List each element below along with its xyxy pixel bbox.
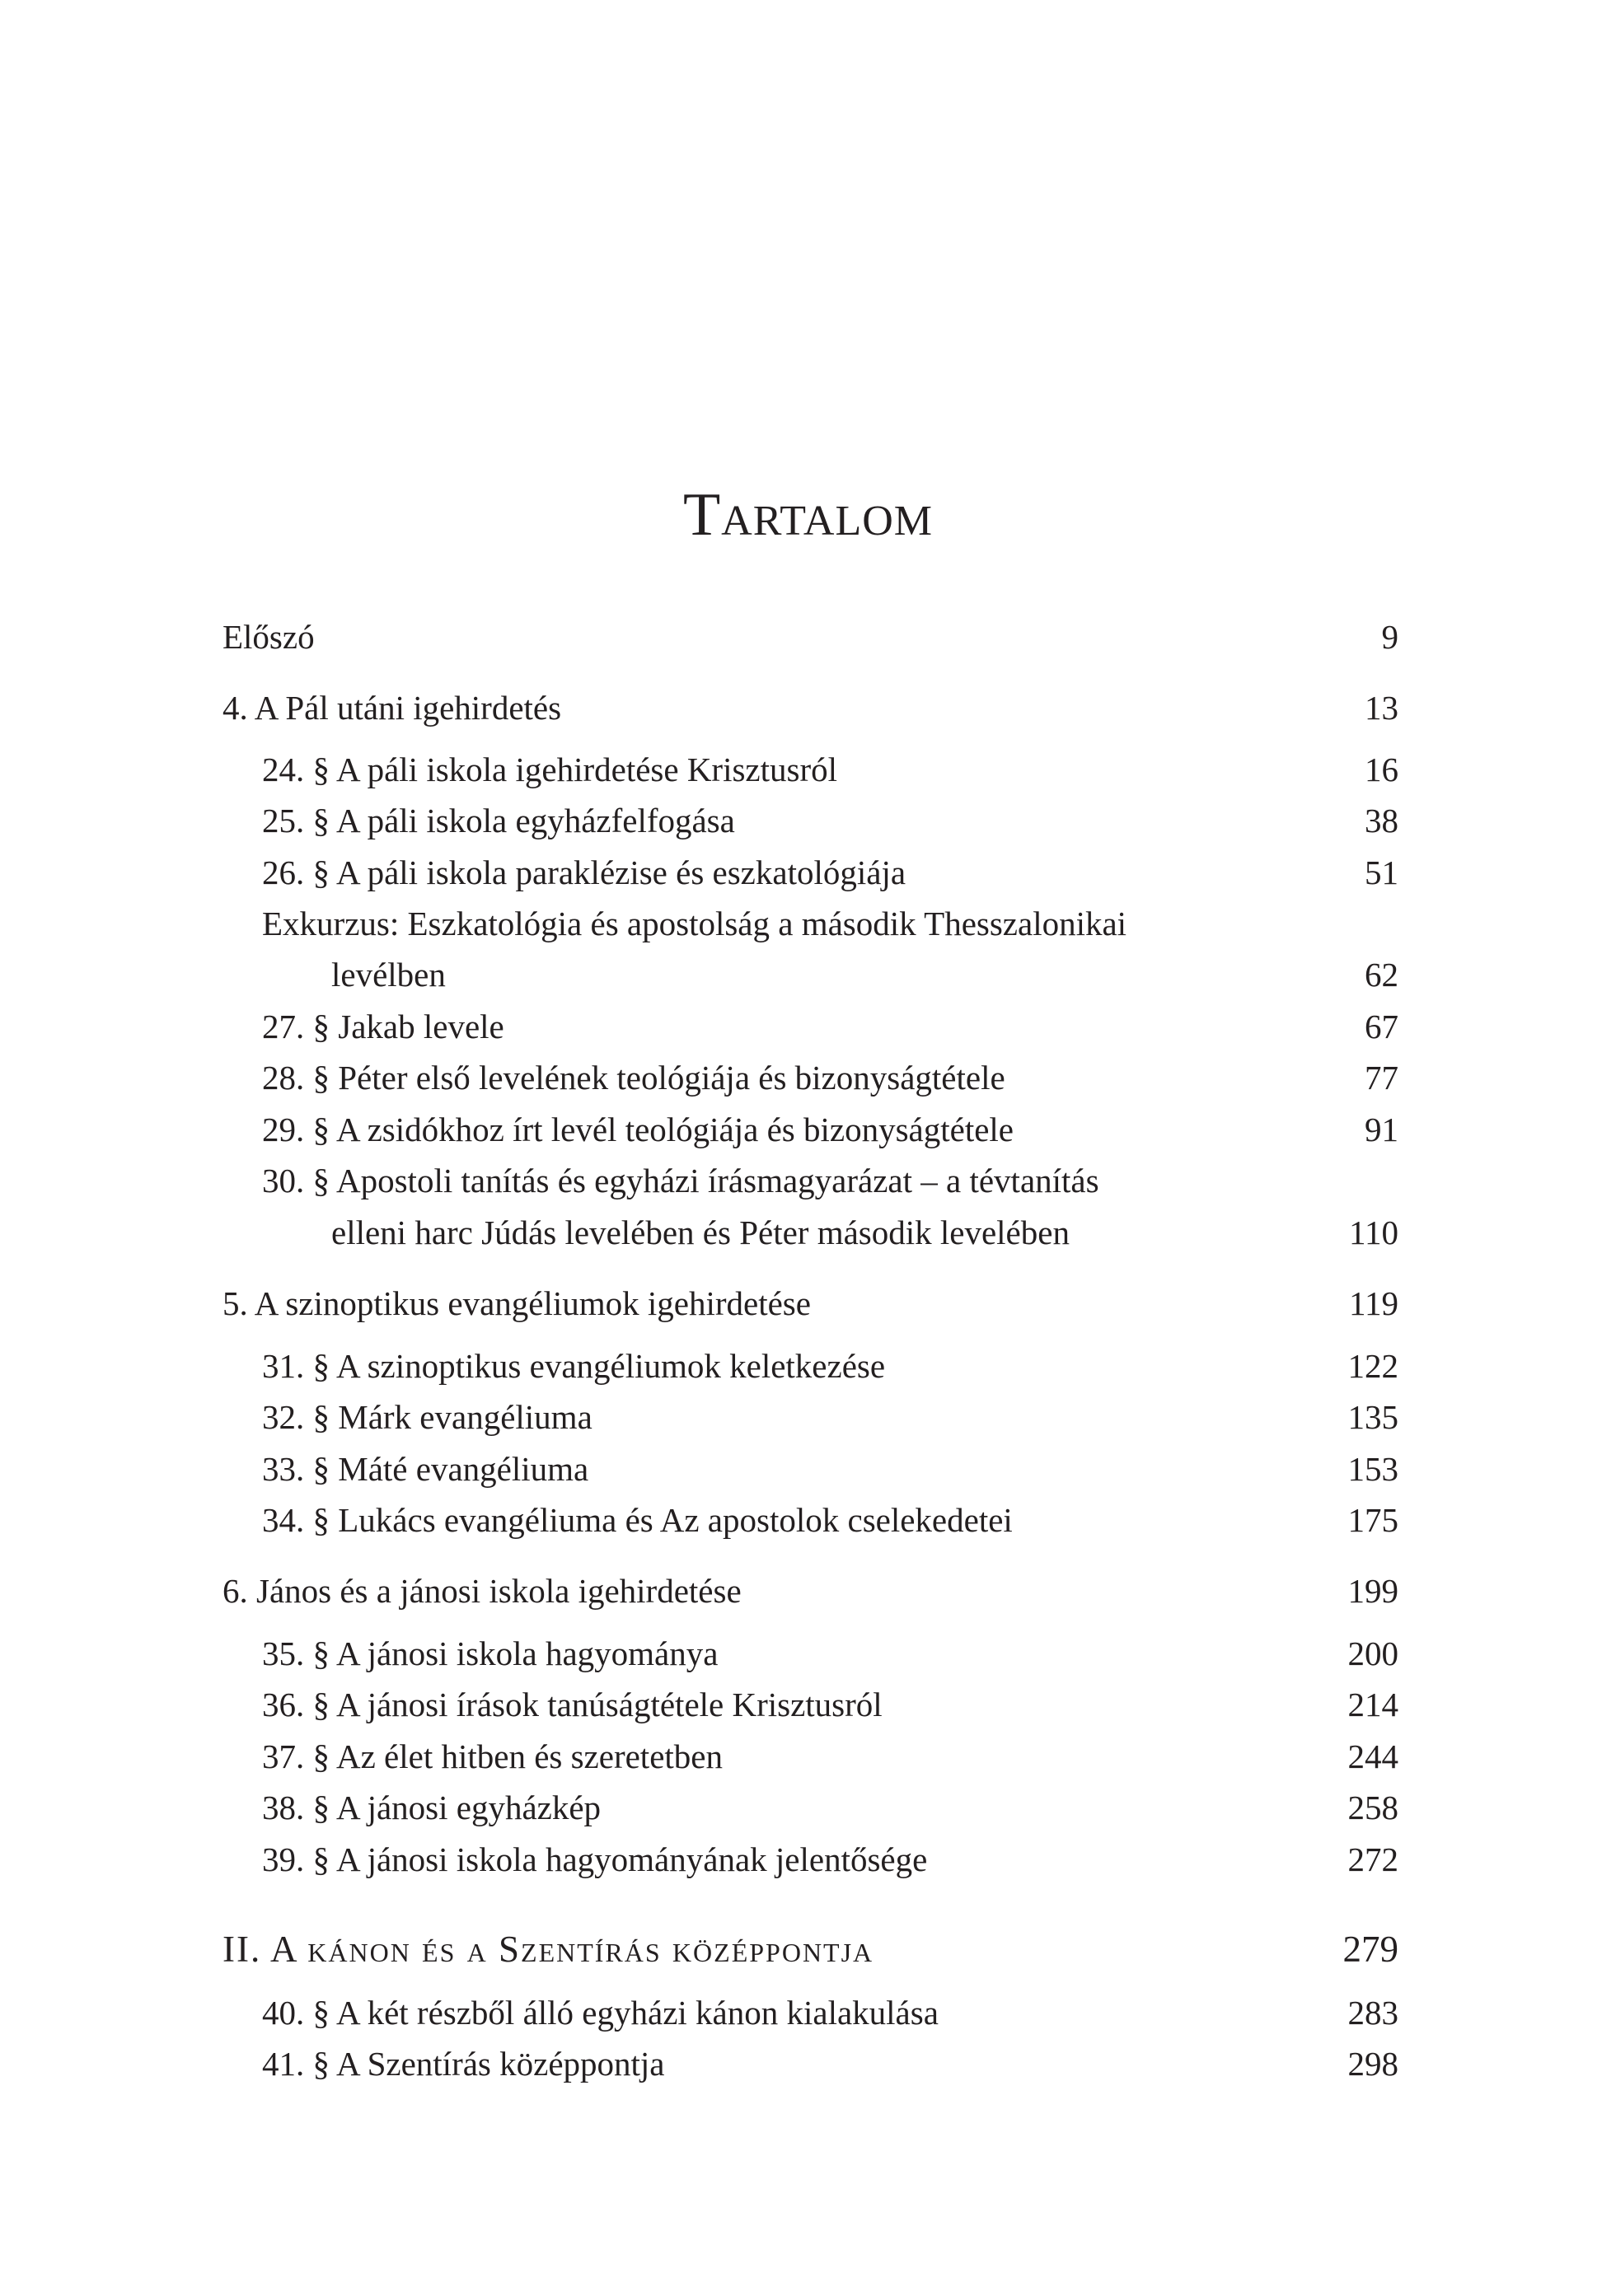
toc-entry-page: 119 bbox=[1349, 1284, 1398, 1322]
toc-entry[interactable] bbox=[262, 1737, 1398, 1775]
toc-entry-label: 33. § Máté evangéliuma bbox=[262, 1450, 589, 1488]
toc-entry-label: 36. § A jánosi írások tanúságtétele Krisztusról bbox=[262, 1686, 883, 1723]
toc-entry-label: 24. § A páli iskola igehirdetése Krisztusról bbox=[262, 751, 838, 788]
toc-entry-label: 35. § A jánosi iskola hagyománya bbox=[262, 1634, 719, 1672]
toc-entry-label: 27. § Jakab levele bbox=[262, 1008, 504, 1045]
toc-entry[interactable] bbox=[222, 620, 1398, 654]
toc-entry-page: 135 bbox=[1347, 1398, 1398, 1436]
toc-entry-page: 51 bbox=[1365, 853, 1398, 891]
toc-entry-label: 37. § Az élet hitben és szeretetben bbox=[262, 1737, 723, 1775]
toc-entry[interactable] bbox=[222, 1574, 1398, 1608]
toc-entry[interactable] bbox=[262, 1688, 1398, 1722]
toc-entry-label: 26. § A páli iskola paraklézise és eszkatológiája bbox=[262, 853, 906, 891]
toc-entry-page: 214 bbox=[1347, 1686, 1398, 1723]
toc-entry-label: 25. § A páli iskola egyházfelfogása bbox=[262, 802, 735, 839]
toc-entry-page: 283 bbox=[1347, 1994, 1398, 2032]
toc-part-entry[interactable] bbox=[222, 1931, 1398, 1968]
toc-entry-label: 5. A szinoptikus evangéliumok igehirdetése bbox=[222, 1284, 811, 1322]
toc-entry[interactable] bbox=[262, 1164, 1398, 1198]
toc-entry-page: 258 bbox=[1347, 1789, 1398, 1826]
toc-entry-page: 38 bbox=[1365, 802, 1398, 839]
toc-entry[interactable] bbox=[262, 1349, 1398, 1383]
toc-entry-label: 28. § Péter első levelének teológiája és bizonyságtétele bbox=[262, 1059, 1005, 1097]
toc-entry[interactable] bbox=[262, 1010, 1398, 1044]
toc-entry-page: 122 bbox=[1347, 1347, 1398, 1385]
toc-entry[interactable] bbox=[262, 1503, 1398, 1537]
toc-entry-label: II. A kánon és a Szentírás középpontja bbox=[222, 1929, 874, 1970]
toc-entry-page: 16 bbox=[1365, 751, 1398, 788]
toc-entry-continuation[interactable] bbox=[331, 958, 1398, 992]
toc-entry-label: 32. § Márk evangéliuma bbox=[262, 1398, 593, 1436]
toc-entry-continuation[interactable] bbox=[331, 1213, 1398, 1251]
toc-entry-page: 110 bbox=[1349, 1213, 1398, 1251]
toc-entry-label: 31. § A szinoptikus evangéliumok keletkezése bbox=[262, 1347, 886, 1385]
toc-entry-page: 77 bbox=[1365, 1059, 1398, 1097]
toc-entry-label: 30. § Apostoli tanítás és egyházi írásmagyarázat – a tévtanítás bbox=[262, 1162, 1099, 1199]
toc-entry-label: 29. § A zsidókhoz írt levél teológiája és bizonyságtétele bbox=[262, 1111, 1014, 1148]
toc-entry-page: 200 bbox=[1347, 1634, 1398, 1672]
toc-entry[interactable] bbox=[262, 753, 1398, 787]
toc-entry-label: levélben bbox=[331, 956, 446, 994]
toc-entry-page: 272 bbox=[1347, 1840, 1398, 1878]
toc-entry-page: 175 bbox=[1347, 1501, 1398, 1539]
toc-entry-page: 199 bbox=[1347, 1572, 1398, 1610]
toc-entry-page: 91 bbox=[1365, 1111, 1398, 1148]
toc-entry[interactable] bbox=[262, 1113, 1398, 1147]
toc-entry-label: 34. § Lukács evangéliuma és Az apostolok cselekedetei bbox=[262, 1501, 1013, 1539]
toc-entry-page: 153 bbox=[1347, 1450, 1398, 1488]
toc-entry-label: 6. János és a jánosi iskola igehirdetése bbox=[222, 1572, 742, 1610]
toc-entry-page: 13 bbox=[1365, 689, 1398, 727]
toc-entry[interactable] bbox=[222, 691, 1398, 725]
toc-entry[interactable] bbox=[222, 1284, 1398, 1322]
toc-entry-page: 279 bbox=[1342, 1929, 1398, 1970]
toc-entry[interactable] bbox=[262, 907, 1398, 941]
toc-entry-label: 41. § A Szentírás középpontja bbox=[262, 2045, 665, 2083]
toc-entry-label: 4. A Pál utáni igehirdetés bbox=[222, 689, 562, 727]
toc-entry[interactable] bbox=[262, 1634, 1398, 1672]
toc-entry[interactable] bbox=[262, 1398, 1398, 1436]
toc-entry-label: 39. § A jánosi iskola hagyományának jelentősége bbox=[262, 1840, 928, 1878]
toc-entry[interactable] bbox=[262, 2047, 1398, 2081]
toc-entry-label: Exkurzus: Eszkatológia és apostolság a második Thesszalonikai bbox=[262, 905, 1127, 942]
toc-entry[interactable] bbox=[262, 1061, 1398, 1095]
toc-entry-label: Előszó bbox=[222, 618, 315, 656]
toc-entry[interactable] bbox=[262, 804, 1398, 838]
toc-entry[interactable] bbox=[262, 1452, 1398, 1486]
toc-entry[interactable] bbox=[262, 853, 1398, 891]
toc-entry-page: 62 bbox=[1365, 956, 1398, 994]
toc-entry-label: 38. § A jánosi egyházkép bbox=[262, 1789, 602, 1826]
toc-entry-page: 244 bbox=[1347, 1737, 1398, 1775]
toc-entry[interactable] bbox=[262, 1996, 1398, 2030]
toc-entry-label: 40. § A két részből álló egyházi kánon kialakulása bbox=[262, 1994, 939, 2032]
toc-entry-page: 9 bbox=[1381, 618, 1398, 656]
toc-entry-label: elleni harc Júdás levelében és Péter második levelében bbox=[331, 1213, 1070, 1251]
toc-entry[interactable] bbox=[262, 1840, 1398, 1878]
page-title: Tartalom bbox=[682, 481, 934, 549]
toc-entry-page: 298 bbox=[1347, 2045, 1398, 2083]
toc-entry[interactable] bbox=[262, 1791, 1398, 1825]
toc-entry-page: 67 bbox=[1365, 1008, 1398, 1045]
